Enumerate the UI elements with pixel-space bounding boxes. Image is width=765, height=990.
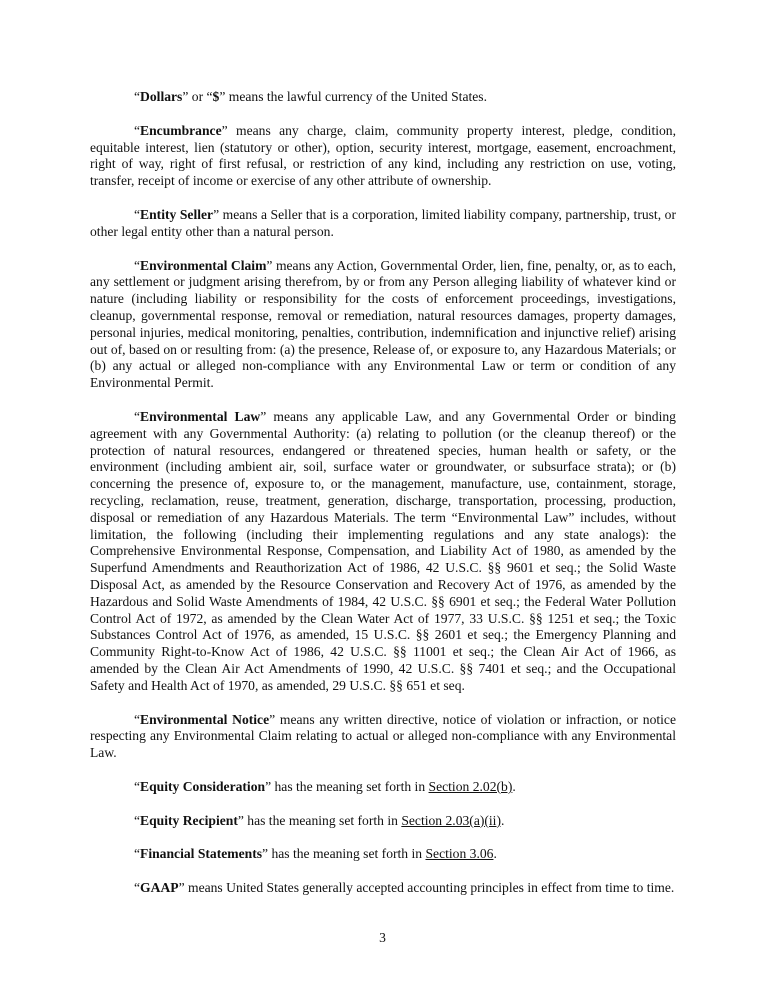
- definition-text: ” has the meaning set forth in: [265, 778, 429, 794]
- defined-term: Dollars: [140, 89, 183, 104]
- defined-term: Equity Recipient: [140, 812, 238, 828]
- defined-term: Encumbrance: [140, 122, 222, 138]
- document-page: [90, 89, 676, 914]
- definition-text: ” means any applicable Law, and any Governmental Order or binding agreement with any Governmental Authority: (a) relating to pollution (or the cleanup thereof) or the protection of natural resources, endangered or threatened species, human health or safety, or the environment (including ambient air, soil, surface water or groundwater, or subsurface strata); or (b) concerning the presence of, exposure to, or the management, manufacture, use, containment, storage, recycling, reclamation, reuse, treatment, generation, discharge, transportation, processing, production, disposal or remediation of any Hazardous Materials. The term “Environmental Law” includes, without limitation, the following (including their implementing regulations and any state analogs): the Comprehensive Environmental Response, Compensation, and Liability Act of 1980, as amended by the Superfund Amendments and Reauthorization Act of 1986, 42 U.S.C. §§ 9601 et seq.; the Solid Waste Disposal Act, as amended by the Resource Conservation and Recovery Act of 1976, as amended by the Hazardous and Solid Waste Amendments of 1984, 42 U.S.C. §§ 6901 et seq.; the Federal Water Pollution Control Act of 1972, as amended by the Clean Water Act of 1977, 33 U.S.C. §§ 1251 et seq.; the Toxic Substances Control Act of 1976, as amended, 15 U.S.C. §§ 2601 et seq.; the Emergency Planning and Community Right-to-Know Act of 1986, 42 U.S.C. §§ 11001 et seq.; the Clean Air Act of 1966, as amended by the Clean Air Act Amendments of 1990, 42 U.S.C. §§ 7401 et seq.; and the Occupational Safety and Health Act of 1970, as amended, 29 U.S.C. §§ 651 et seq.: [90, 408, 676, 693]
- definition-equity-consideration: “Equity Consideration” has the meaning set forth in Section 2.02(b).: [134, 778, 516, 794]
- definition-text: ” has the meaning set forth in: [262, 846, 426, 862]
- definition-environmental-claim: “Environmental Claim” means any Action, Governmental Order, lien, fine, penalty, or, as to each, any settlement or judgment arising therefrom, by or from any Person alleging liability of whatever kind or nature (including liability or responsibility for the costs of enforcement proceedings, investigations, cleanup, governmental response, removal or remediation, natural resources damages, property damages, personal injuries, medical monitoring, penalties, contribution, indemnification and injunctive relief) arising out of, based on or resulting from: (a) the presence, Release of, or exposure to, any Hazardous Materials; or (b) any actual or alleged non-compliance with any Environmental Law or term or condition of any Environmental Permit.: [90, 257, 676, 391]
- definition-text: ” means United States generally accepted accounting principles in effect from time to time.: [178, 880, 675, 896]
- section-reference-link[interactable]: Section 2.03(a)(ii): [401, 812, 501, 828]
- section-reference-link[interactable]: Section 3.06: [425, 846, 494, 862]
- definition-environmental-law: “Environmental Law” means any applicable Law, and any Governmental Order or binding agreement with any Governmental Authority: (a) relating to pollution (or the cleanup thereof) or the protection of natural resources, endangered or threatened species, human health or safety, or the environment (including ambient air, soil, surface water or groundwater, or subsurface strata); or (b) concerning the presence of, exposure to, or the management, manufacture, use, containment, storage, recycling, reclamation, reuse, treatment, generation, discharge, transportation, processing, production, disposal or remediation of any Hazardous Materials. The term “Environmental Law” includes, without limitation, the following (including their implementing regulations and any state analogs): the Comprehensive Environmental Response, Compensation, and Liability Act of 1980, as amended by the Superfund Amendments and Reauthorization Act of 1986, 42 U.S.C. §§ 9601 et seq.; the Solid Waste Disposal Act, as amended by the Resource Conservation and Recovery Act of 1976, as amended by the Hazardous and Solid Waste Amendments of 1984, 42 U.S.C. §§ 6901 et seq.; the Federal Water Pollution Control Act of 1972, as amended by the Clean Water Act of 1977, 33 U.S.C. §§ 1251 et seq.; the Toxic Substances Control Act of 1976, as amended, 15 U.S.C. §§ 2601 et seq.; the Emergency Planning and Community Right-to-Know Act of 1986, 42 U.S.C. §§ 11001 et seq.; the Clean Air Act of 1966, as amended by the Clean Air Act Amendments of 1990, 42 U.S.C. §§ 7401 et seq.; and the Occupational Safety and Health Act of 1970, as amended, 29 U.S.C. §§ 651 et seq.: [90, 408, 676, 693]
- definition-encumbrance: “Encumbrance” means any charge, claim, community property interest, pledge, condition, equitable interest, lien (statutory or other), option, security interest, mortgage, easement, encroachment, right of way, right of first refusal, or restriction of any kind, including any restriction on use, voting, transfer, receipt of income or exercise of any other attribute of ownership.: [90, 122, 676, 189]
- page-number: 3: [379, 930, 386, 945]
- defined-term: $: [212, 89, 220, 104]
- definition-text: ” has the meaning set forth in: [237, 812, 402, 828]
- definition-text: ” means a Seller that is a corporation, limited liability company, partnership, trust, or other legal entity other than a natural person.: [90, 206, 676, 239]
- definition-environmental-notice: “Environmental Notice” means any written directive, notice of violation or infraction, or notice respecting any Environmental Claim relating to actual or alleged non-compliance with any Environmental Law.: [90, 711, 677, 761]
- definition-text: ” means any Action, Governmental Order, lien, fine, penalty, or, as to each, any settlement or judgment arising therefrom, by or from any Person alleging liability of whatever kind or nature (including liability or responsibility for the costs of enforcement proceedings, investigations, cleanup, governmental response, removal or remediation, natural resources damages, property damages, personal injuries, medical monitoring, penalties, contribution, indemnification and injunctive relief) arising out of, based on or resulting from: (a) the presence, Release of, or exposure to, any Hazardous Materials; or (b) any actual or alleged non-compliance with any Environmental Law or term or condition of any Environmental Permit.: [90, 257, 676, 391]
- definition-financial-statements: “Financial Statements” has the meaning set forth in Section 3.06.: [134, 846, 497, 862]
- definition-gaap: “GAAP” means United States generally accepted accounting principles in effect from time to time.: [134, 880, 675, 896]
- defined-term: Environmental Notice: [140, 711, 270, 727]
- defined-term: Environmental Claim: [140, 257, 267, 273]
- defined-term: Entity Seller: [140, 206, 214, 222]
- definition-text: ” means the lawful currency of the United States.: [219, 89, 487, 104]
- definition-dollars: “Dollars” or “$” means the lawful currency of the United States.: [134, 89, 487, 104]
- section-reference-link[interactable]: Section 2.02(b): [428, 778, 513, 794]
- definition-text: ” means any written directive, notice of violation or infraction, or notice respecting any Environmental Claim relating to actual or alleged non-compliance with any Environmental Law.: [90, 711, 677, 761]
- definition-entity-seller: “Entity Seller” means a Seller that is a corporation, limited liability company, partnership, trust, or other legal entity other than a natural person.: [90, 206, 676, 239]
- defined-term: Equity Consideration: [140, 778, 266, 794]
- definition-equity-recipient: “Equity Recipient” has the meaning set forth in Section 2.03(a)(ii).: [134, 812, 505, 828]
- definition-text: ” means any charge, claim, community property interest, pledge, condition, equitable interest, lien (statutory or other), option, security interest, mortgage, easement, encroachment, right of way, right of first refusal, or restriction of any kind, including any restriction on use, voting, transfer, receipt of income or exercise of any other attribute of ownership.: [90, 122, 676, 189]
- defined-term: Environmental Law: [140, 408, 261, 424]
- defined-term: GAAP: [140, 880, 179, 896]
- defined-term: Financial Statements: [140, 846, 263, 862]
